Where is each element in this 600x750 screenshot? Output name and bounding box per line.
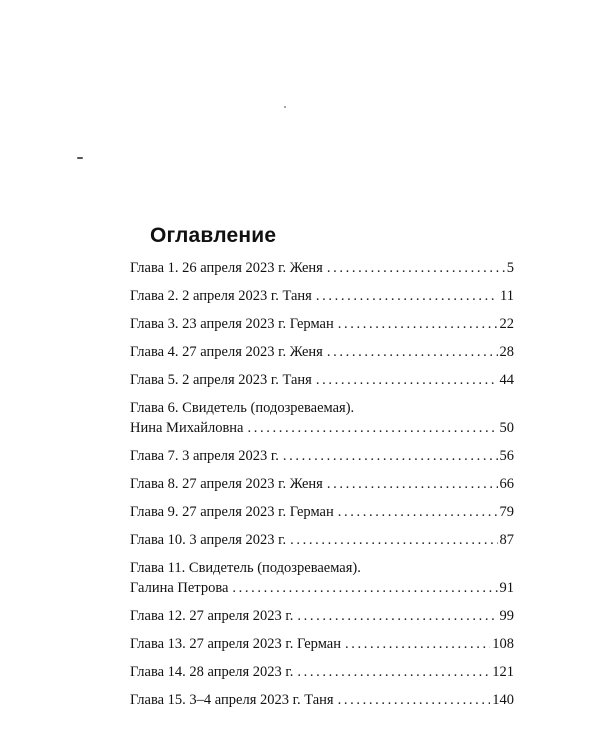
dot-leader <box>297 606 497 626</box>
dot-leader <box>338 314 498 334</box>
dot-leader <box>327 258 505 278</box>
toc-page-number: 121 <box>492 664 514 680</box>
toc-page-number: 5 <box>506 260 514 276</box>
dot-leader <box>316 370 498 390</box>
toc-entry-label: Глава 10. 3 апреля 2023 г. <box>130 532 287 548</box>
toc-entry-chapter-10 <box>130 530 514 558</box>
toc-entry-chapter-11 <box>130 558 514 606</box>
toc-page-number: 108 <box>492 636 514 652</box>
dot-leader <box>232 578 497 598</box>
toc-entry-label: Глава 9. 27 апреля 2023 г. Герман <box>130 504 334 520</box>
toc-entry-label: Глава 14. 28 апреля 2023 г. <box>130 664 294 680</box>
dot-leader <box>345 634 490 654</box>
toc-page-number: 87 <box>499 532 514 548</box>
toc-page-number: 44 <box>499 372 514 388</box>
toc-entry-chapter-12 <box>130 606 514 634</box>
print-speck <box>284 106 286 108</box>
dot-leader <box>297 662 490 682</box>
toc-entry-label: Глава 2. 2 апреля 2023 г. Таня <box>130 288 312 304</box>
toc-page-number: 50 <box>499 420 514 436</box>
toc-page-number: 140 <box>492 692 514 708</box>
toc-entry-chapter-13 <box>130 634 514 662</box>
toc-entry-label: Нина Михайловна <box>130 420 244 436</box>
toc-page-number: 22 <box>499 316 514 332</box>
toc-entry-chapter-2 <box>130 286 514 314</box>
toc-list <box>130 258 514 718</box>
toc-entry-label: Глава 1. 26 апреля 2023 г. Женя <box>130 260 323 276</box>
toc-entry-label: Глава 3. 23 апреля 2023 г. Герман <box>130 316 334 332</box>
toc-entry-label: Глава 13. 27 апреля 2023 г. Герман <box>130 636 341 652</box>
toc-entry-chapter-7 <box>130 446 514 474</box>
toc-entry-label: Глава 4. 27 апреля 2023 г. Женя <box>130 344 323 360</box>
toc-entry-chapter-15 <box>130 690 514 718</box>
toc-entry-chapter-8 <box>130 474 514 502</box>
toc-page-number: 11 <box>500 288 514 304</box>
toc-entry-chapter-1 <box>130 258 514 286</box>
toc-entry-chapter-4 <box>130 342 514 370</box>
toc-entry-chapter-5 <box>130 370 514 398</box>
toc-entry-label: Глава 12. 27 апреля 2023 г. <box>130 608 294 624</box>
toc-page-number: 66 <box>499 476 514 492</box>
toc-page-number: 28 <box>499 344 514 360</box>
dot-leader <box>316 286 498 306</box>
toc-entry-first-line: Глава 6. Свидетель (подозреваемая). <box>130 400 355 416</box>
print-speck <box>77 157 83 159</box>
toc-entry-label: Глава 7. 3 апреля 2023 г. <box>130 448 279 464</box>
dot-leader <box>248 418 498 438</box>
dot-leader <box>327 474 498 494</box>
toc-entry-first-line: Глава 11. Свидетель (подозреваемая). <box>130 560 361 576</box>
toc-entry-label: Глава 5. 2 апреля 2023 г. Таня <box>130 372 312 388</box>
dot-leader <box>327 342 498 362</box>
toc-entry-label: Глава 15. 3–4 апреля 2023 г. Таня <box>130 692 334 708</box>
toc-page-number: 56 <box>499 448 514 464</box>
toc-page-number: 79 <box>499 504 514 520</box>
toc-title: Оглавление <box>150 224 277 247</box>
toc-entry-label: Глава 8. 27 апреля 2023 г. Женя <box>130 476 323 492</box>
dot-leader <box>283 446 498 466</box>
toc-page-number: 99 <box>499 608 514 624</box>
toc-entry-label: Галина Петрова <box>130 580 229 596</box>
toc-page-number: 91 <box>499 580 514 596</box>
toc-entry-chapter-3 <box>130 314 514 342</box>
dot-leader <box>338 690 491 710</box>
toc-entry-chapter-9 <box>130 502 514 530</box>
dot-leader <box>290 530 497 550</box>
dot-leader <box>338 502 498 522</box>
toc-entry-chapter-6 <box>130 398 514 446</box>
toc-entry-chapter-14 <box>130 662 514 690</box>
